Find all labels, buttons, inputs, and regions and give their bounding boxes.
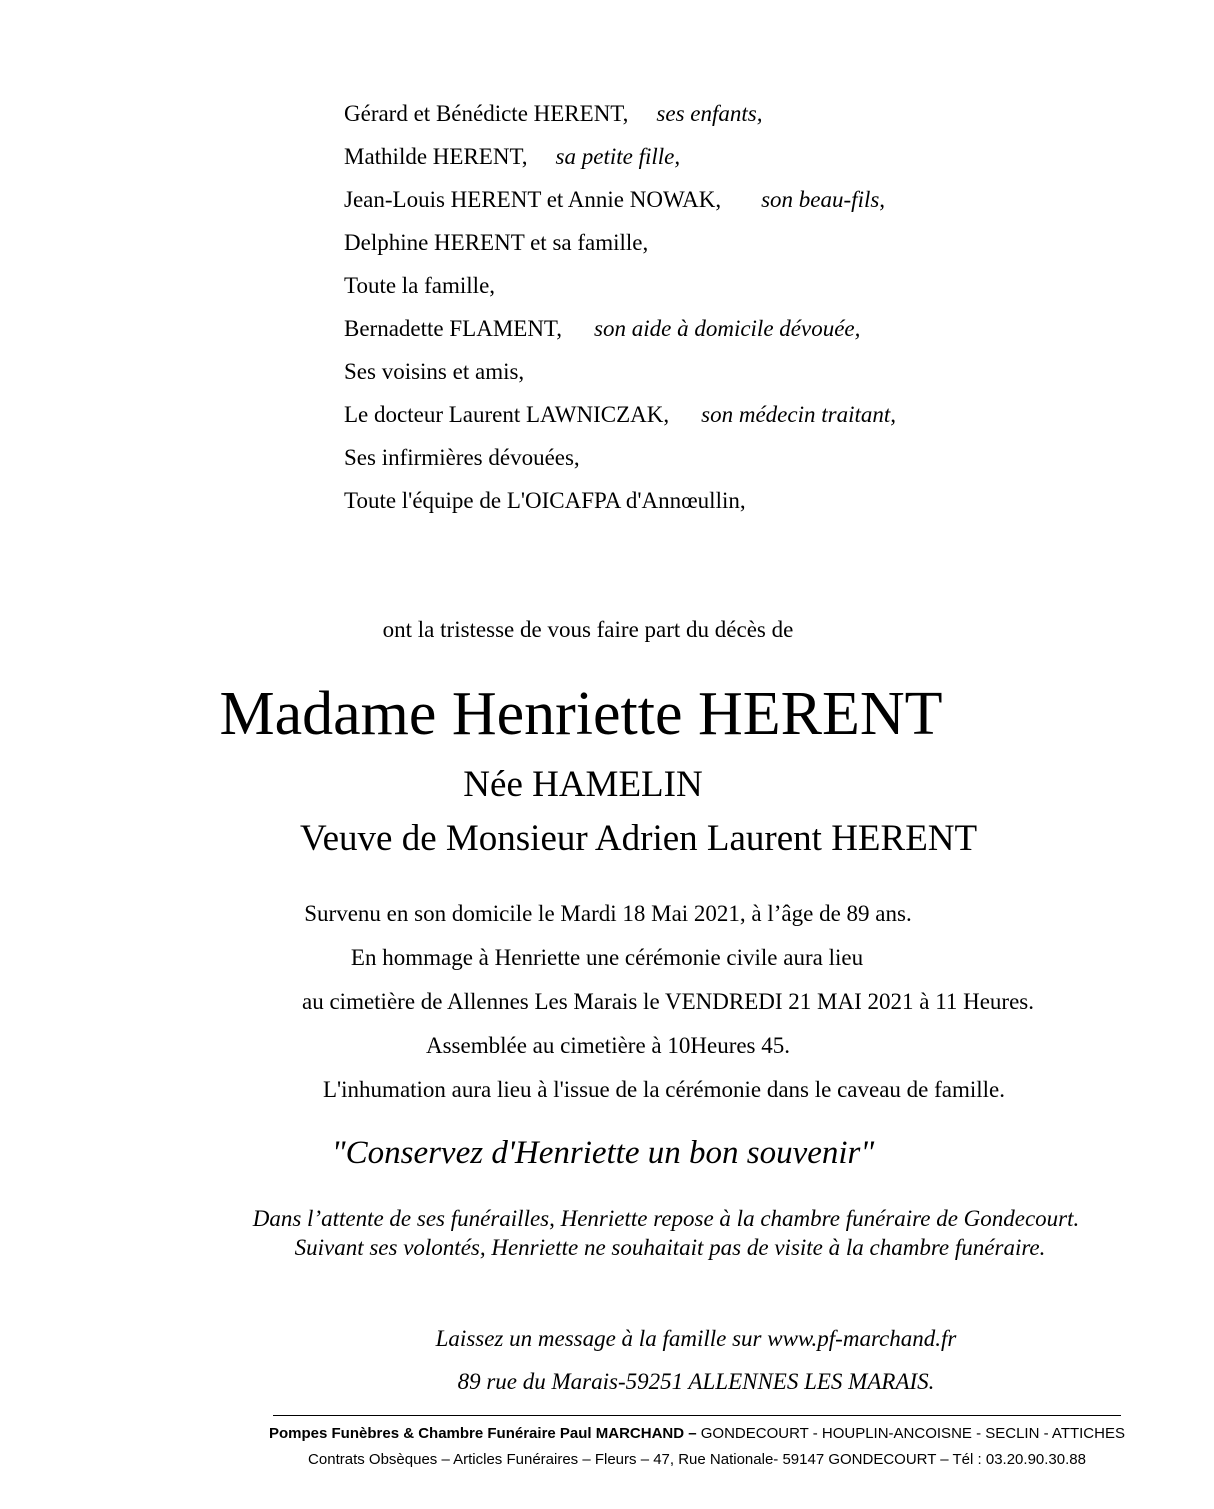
ceremony-details: [0, 894, 1214, 1114]
memorial-quote: "Conservez d'Henriette un bon souvenir": [331, 1135, 875, 1171]
contact-info: [0, 1319, 1214, 1405]
address-line: 89 rue du Marais-59251 ALLENNES LES MARAIS.: [457, 1369, 935, 1394]
family-entry: [344, 264, 1144, 307]
family-role: son beau-fils,: [761, 187, 886, 212]
wake-line: Suivant ses volontés, Henriette ne souhaitait pas de visite à la chambre funéraire.: [294, 1235, 1046, 1260]
family-role: ses enfants,: [656, 101, 763, 126]
announcement-intro: ont la tristesse de vous faire part du décès de: [382, 617, 794, 642]
wake-line: Dans l’attente de ses funérailles, Henriette repose à la chambre funéraire de Gondecourt.: [252, 1206, 1080, 1231]
family-name: Ses voisins et amis,: [344, 359, 525, 384]
detail-line: En hommage à Henriette une cérémonie civile aura lieu: [350, 945, 864, 970]
family-entry: [344, 307, 1144, 350]
family-name: Bernadette FLAMENT,: [344, 316, 563, 341]
family-name: Mathilde HERENT,: [344, 144, 528, 169]
widow-of: Veuve de Monsieur Adrien Laurent HERENT: [300, 818, 978, 859]
family-entry: [344, 436, 1144, 479]
footer: [0, 1421, 1214, 1473]
family-name: Gérard et Bénédicte HERENT,: [344, 101, 629, 126]
family-name: Toute l'équipe de L'OICAFPA d'Annœullin,: [344, 488, 746, 513]
family-entry: [344, 393, 1144, 436]
company-name: Pompes Funèbres & Chambre Funéraire Paul MARCHAND –: [269, 1425, 697, 1442]
family-role: son aide à domicile dévouée,: [594, 316, 861, 341]
detail-line: au cimetière de Allennes Les Marais le VENDREDI 21 MAI 2021 à 11 Heures.: [302, 989, 1034, 1014]
family-name: Jean-Louis HERENT et Annie NOWAK,: [344, 187, 722, 212]
family-entry: [344, 178, 1144, 221]
family-name: Delphine HERENT et sa famille,: [344, 230, 649, 255]
family-name: Ses infirmières dévouées,: [344, 445, 580, 470]
detail-line: Survenu en son domicile le Mardi 18 Mai 2021, à l’âge de 89 ans.: [304, 901, 912, 926]
family-role: son médecin traitant,: [701, 402, 896, 427]
footer-services: Contrats Obsèques – Articles Funéraires – Fleurs – 47, Rue Nationale- 59147 GONDECOURT – Tél : 03.20.90.30.88: [308, 1451, 1086, 1468]
family-entry: [344, 135, 1144, 178]
family-entry: [344, 350, 1144, 393]
family-entry: [344, 92, 1144, 135]
family-list: [344, 92, 1144, 522]
message-line: Laissez un message à la famille sur www.pf-marchand.fr: [435, 1326, 957, 1351]
family-role: sa petite fille,: [555, 144, 681, 169]
family-entry: [344, 221, 1144, 264]
wake-info: [0, 1204, 1214, 1262]
family-name: Toute la famille,: [344, 273, 496, 298]
deceased-name: Madame Henriette HERENT: [219, 680, 943, 748]
detail-line: Assemblée au cimetière à 10Heures 45.: [425, 1033, 791, 1058]
maiden-name: Née HAMELIN: [463, 764, 703, 805]
company-locations: GONDECOURT - HOUPLIN-ANCOISNE - SECLIN - ATTICHES: [696, 1425, 1125, 1442]
detail-line: L'inhumation aura lieu à l'issue de la cérémonie dans le caveau de famille.: [322, 1077, 1006, 1102]
family-name: Le docteur Laurent LAWNICZAK,: [344, 402, 670, 427]
footer-line-1: [0, 1421, 1214, 1447]
footer-divider: [273, 1415, 1121, 1416]
family-entry: [344, 479, 1144, 522]
